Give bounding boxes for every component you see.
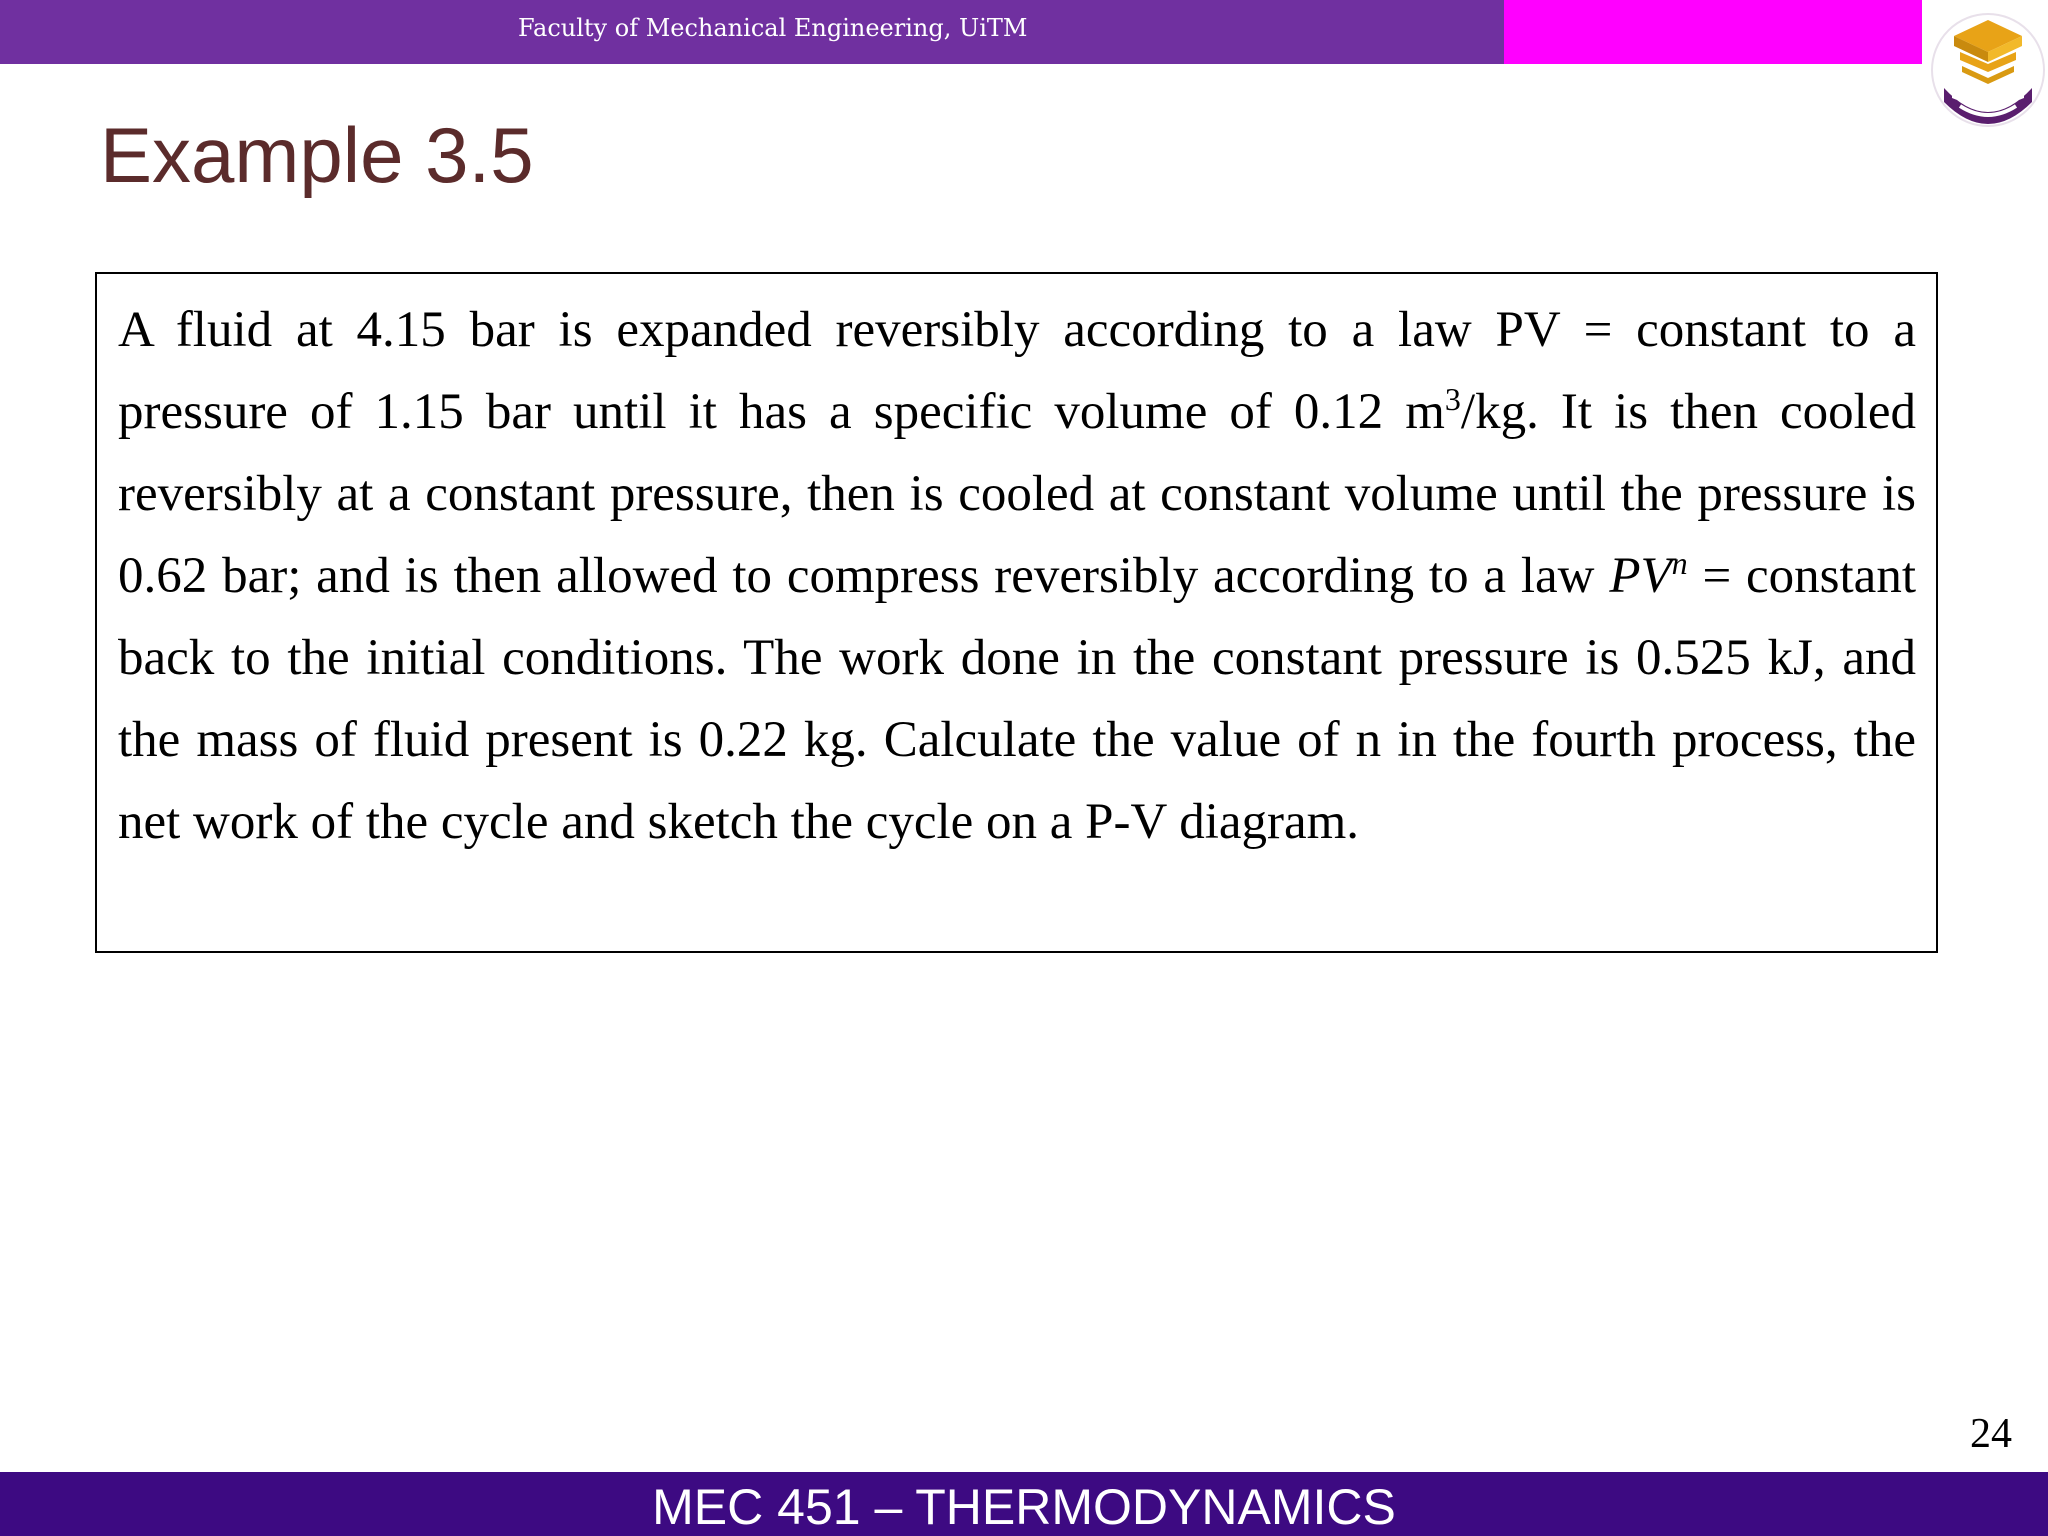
page-number: 24	[1970, 1411, 2012, 1457]
law-exponent: n	[1671, 545, 1688, 581]
slide-title: Example 3.5	[100, 111, 534, 199]
problem-text-part-1: A fluid at 4.15 bar is expanded reversibly according to a law PV = constant to a pressure of 1.15 bar until it has a specific volume of 0.12 m	[118, 302, 1916, 440]
problem-text-part-3: = constant back to the initial conditions. The work done in the constant pressure is 0.525 kJ, and the mass of fluid present is 0.22 kg. Calculate the value of n in the fourth process, the net work of the cycle and sketch the cycle on a P-V diagram.	[118, 548, 1916, 850]
law-expression	[1609, 545, 1688, 604]
law-base: PV	[1609, 548, 1672, 604]
problem-statement	[118, 289, 1916, 863]
course-title: MEC 451 – THERMODYNAMICS	[652, 1479, 1396, 1535]
uitm-crest-icon	[1930, 6, 2046, 134]
header-bar	[0, 0, 1504, 64]
problem-statement-box	[95, 272, 1938, 953]
problem-text-part-2: /kg. It is then cooled reversibly at a constant pressure, then is cooled at constant volume until the pressure is 0.62 bar; and is then allowed to compress reversibly according to a law	[118, 384, 1916, 604]
header-accent-bar	[1504, 0, 1922, 64]
faculty-name: Faculty of Mechanical Engineering, UiTM	[518, 14, 1028, 42]
footer-bar	[0, 1472, 2048, 1536]
unit-exponent: 3	[1444, 381, 1461, 417]
